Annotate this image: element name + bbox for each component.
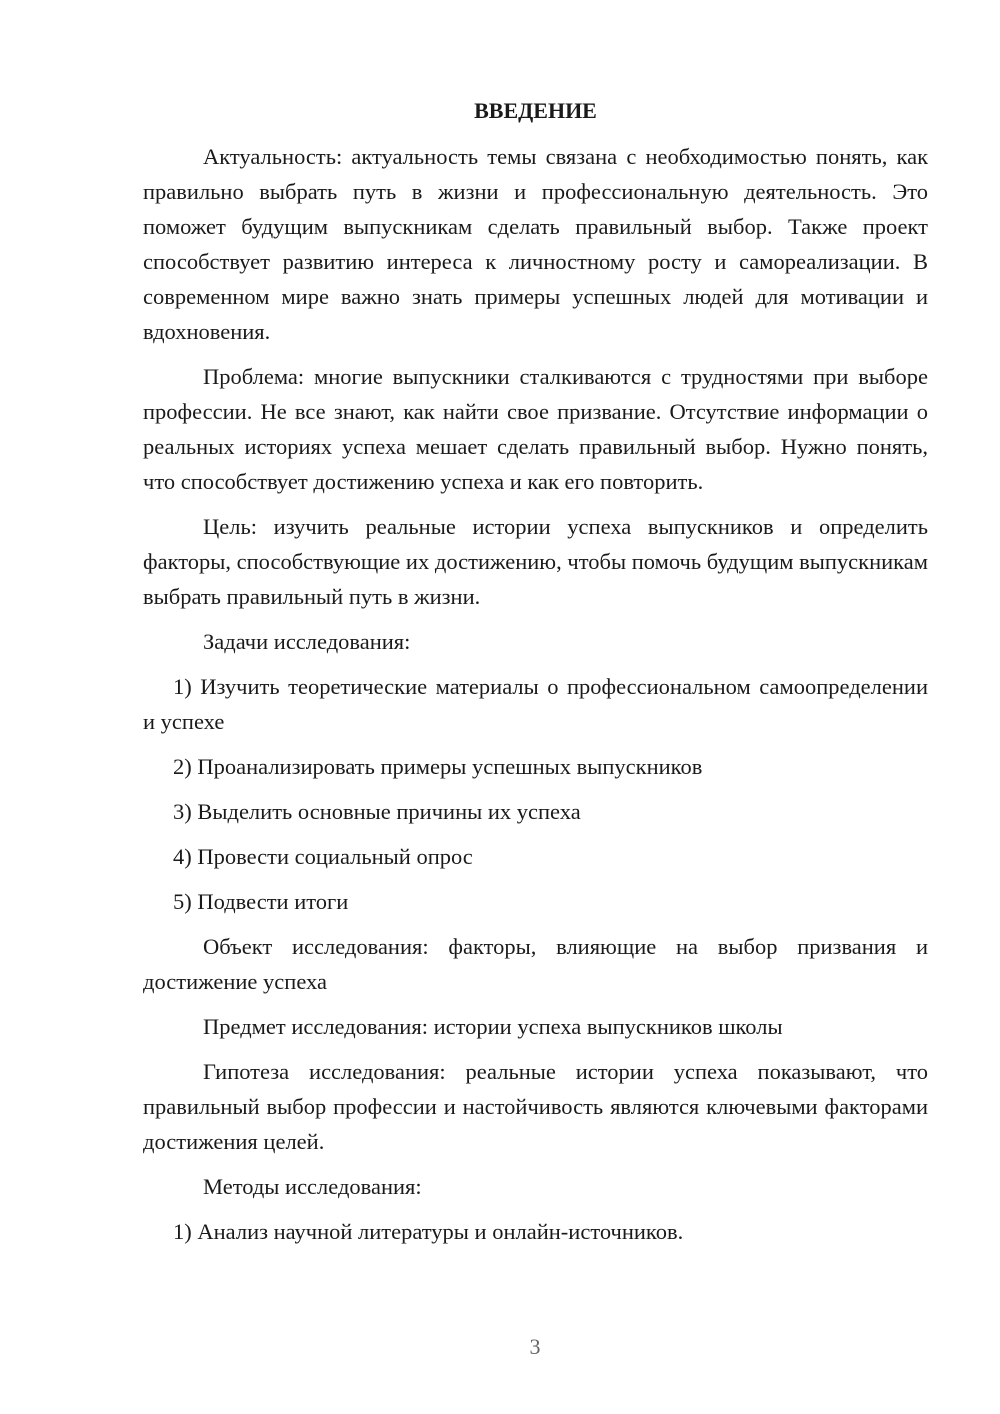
task-item: 4) Провести социальный опрос (173, 844, 473, 869)
task-item: 3) Выделить основные причины их успеха (173, 799, 581, 824)
tasks-heading: Задачи исследования: (203, 629, 411, 654)
page-title: ВВЕДЕНИЕ (474, 98, 597, 123)
object-paragraph: Объект исследования: факторы, влияющие на выбор призвания и достижение успеха (143, 934, 928, 994)
task-item: 2) Проанализировать примеры успешных выпускников (173, 754, 703, 779)
methods-heading: Методы исследования: (203, 1174, 422, 1199)
task-item: 1) Изучить теоретические материалы о профессиональном самоопределении и успехе (143, 674, 928, 734)
task-item: 5) Подвести итоги (173, 889, 349, 914)
method-item: 1) Анализ научной литературы и онлайн-источников. (173, 1219, 684, 1244)
page-number: 3 (529, 1334, 541, 1359)
document-page (143, 96, 928, 1259)
hypothesis-paragraph: Гипотеза исследования: реальные истории успеха показывают, что правильный выбор профессии и настойчивость являются ключевыми факторами достижения целей. (143, 1059, 928, 1154)
problem-paragraph: Проблема: многие выпускники сталкиваются с трудностями при выборе профессии. Не все знают, как найти свое призвание. Отсутствие информации о реальных историях успеха мешает сделать правильный выбор. Нужно понять, что способствует достижению успеха и как его повторить. (143, 364, 928, 494)
subject-paragraph: Предмет исследования: истории успеха выпускников школы (203, 1014, 783, 1039)
relevance-paragraph: Актуальность: актуальность темы связана с необходимостью понять, как правильно выбрать путь в жизни и профессиональную деятельность. Это поможет будущим выпускникам сделать правильный выбор. Также проект способствует развитию интереса к личностному росту и самореализации. В современном мире важно знать примеры успешных людей для мотивации и вдохновения. (143, 144, 928, 344)
goal-paragraph: Цель: изучить реальные истории успеха выпускников и определить факторы, способствующие их достижению, чтобы помочь будущим выпускникам выбрать правильный путь в жизни. (143, 514, 928, 609)
